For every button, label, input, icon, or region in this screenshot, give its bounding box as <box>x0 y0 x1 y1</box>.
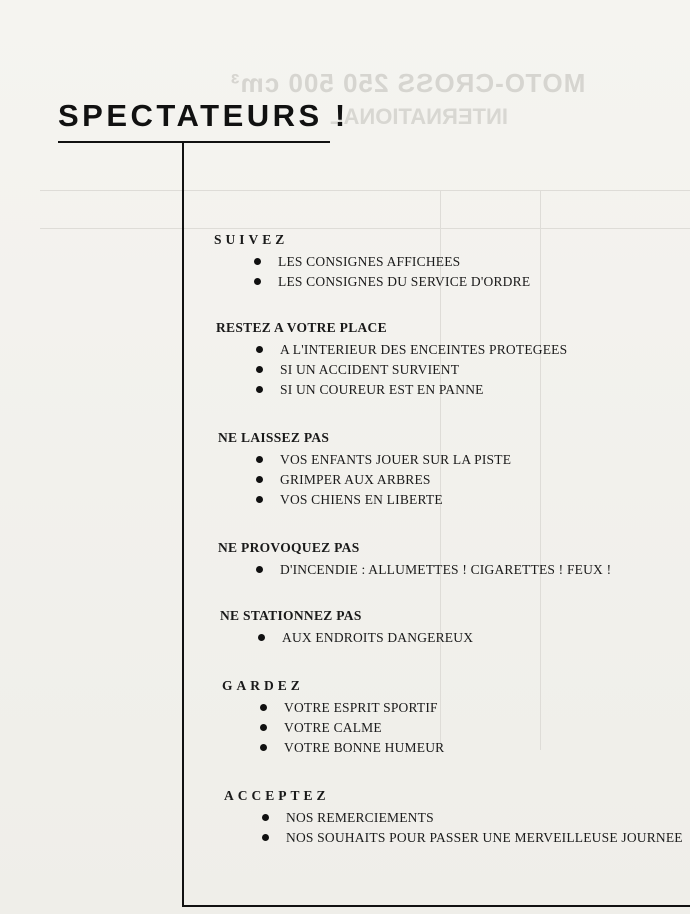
item-list <box>258 628 473 648</box>
item-text: VOTRE ESPRIT SPORTIF <box>284 700 438 715</box>
item-list <box>256 450 511 510</box>
show-through-rule <box>40 190 690 191</box>
list-item <box>256 470 511 490</box>
list-item <box>254 272 530 292</box>
list-item <box>260 698 444 718</box>
section-gardez <box>222 678 444 758</box>
item-list <box>262 808 683 848</box>
list-item <box>256 340 567 360</box>
item-text: SI UN COUREUR EST EN PANNE <box>280 382 484 397</box>
list-item <box>260 718 444 738</box>
item-text: VOS CHIENS EN LIBERTE <box>280 492 443 507</box>
bullet-icon <box>254 258 261 265</box>
bullet-icon <box>260 704 267 711</box>
show-through-heading: MOTO-CROSS 250 500 cm³ <box>230 68 586 98</box>
list-item <box>262 808 683 828</box>
frame-bottom-rule <box>182 905 690 907</box>
frame-left-rule <box>182 143 184 907</box>
bullet-icon <box>260 724 267 731</box>
section-heading: NE LAISSEZ PAS <box>218 430 330 445</box>
item-text: LES CONSIGNES DU SERVICE D'ORDRE <box>278 274 531 289</box>
bullet-icon <box>262 814 269 821</box>
item-list <box>256 560 611 580</box>
list-item <box>256 450 511 470</box>
item-text: D'INCENDIE : ALLUMETTES ! CIGARETTES ! FEUX ! <box>280 562 612 577</box>
item-list <box>256 340 567 400</box>
section-heading: ACCEPTEZ <box>224 788 330 803</box>
item-text: GRIMPER AUX ARBRES <box>280 472 431 487</box>
section-ne-laissez-pas <box>218 430 511 510</box>
bullet-icon <box>258 634 265 641</box>
show-through-subheading: INTERNATIONAL <box>330 104 509 129</box>
section-ne-provoquez-pas <box>218 540 611 580</box>
section-acceptez <box>224 788 683 848</box>
page-title: SPECTATEURS ! <box>58 98 349 133</box>
bullet-icon <box>256 346 263 353</box>
item-text: LES CONSIGNES AFFICHEES <box>278 254 461 269</box>
item-text: NOS SOUHAITS POUR PASSER UNE MERVEILLEUSE JOURNEE <box>286 830 683 845</box>
section-heading: NE STATIONNEZ PAS <box>220 608 362 623</box>
item-list <box>254 252 530 292</box>
section-restez <box>216 320 567 400</box>
section-heading: SUIVEZ <box>214 232 289 247</box>
show-through-rule <box>40 228 690 229</box>
list-item <box>262 828 683 848</box>
item-text: SI UN ACCIDENT SURVIENT <box>280 362 460 377</box>
bullet-icon <box>260 744 267 751</box>
title-underline <box>58 141 330 143</box>
section-ne-stationnez-pas <box>220 608 473 648</box>
bullet-icon <box>256 456 263 463</box>
bullet-icon <box>256 566 263 573</box>
bullet-icon <box>256 476 263 483</box>
list-item <box>258 628 473 648</box>
item-text: VOTRE BONNE HUMEUR <box>284 740 445 755</box>
item-text: VOS ENFANTS JOUER SUR LA PISTE <box>280 452 512 467</box>
list-item <box>256 560 611 580</box>
bullet-icon <box>256 496 263 503</box>
bullet-icon <box>254 278 261 285</box>
show-through-rule <box>540 190 541 750</box>
item-text: A L'INTERIEUR DES ENCEINTES PROTEGEES <box>280 342 568 357</box>
item-text: AUX ENDROITS DANGEREUX <box>282 630 474 645</box>
list-item <box>256 360 567 380</box>
section-heading: GARDEZ <box>222 678 304 693</box>
section-heading: NE PROVOQUEZ PAS <box>218 540 360 555</box>
bullet-icon <box>256 366 263 373</box>
item-list <box>260 698 444 758</box>
section-heading: RESTEZ A VOTRE PLACE <box>216 320 387 335</box>
list-item <box>254 252 530 272</box>
item-text: NOS REMERCIEMENTS <box>286 810 434 825</box>
bullet-icon <box>256 386 263 393</box>
list-item <box>260 738 444 758</box>
item-text: VOTRE CALME <box>284 720 382 735</box>
section-suivez <box>214 232 530 292</box>
bullet-icon <box>262 834 269 841</box>
list-item <box>256 490 511 510</box>
list-item <box>256 380 567 400</box>
